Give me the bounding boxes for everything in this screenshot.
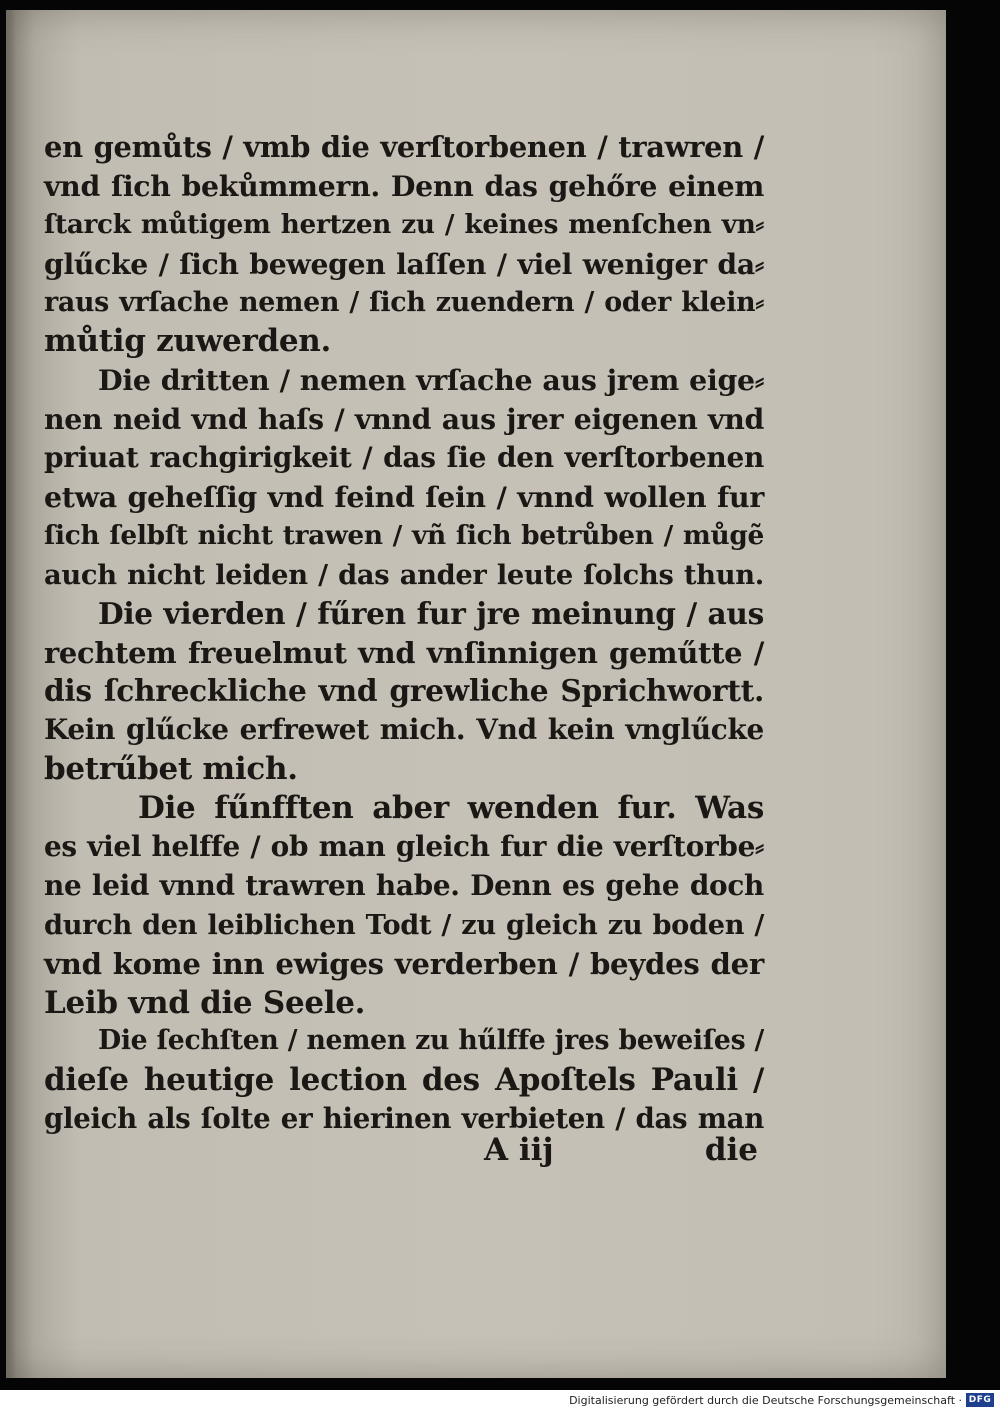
text-line: raus vrſache nemen / ſich zuendern / oder klein⸗ xyxy=(44,286,764,318)
text-line: rechtem freuelmut vnd vnſinnigen geműtte / xyxy=(44,635,764,670)
text-line: glűcke / ſich bewegen laſſen / viel weniger da⸗ xyxy=(44,246,764,281)
text-line: Die ſechſten / nemen zu hűlffe jres beweiſes / xyxy=(98,1025,764,1057)
credit-text: Digitalisierung gefördert durch die Deutsche Forschungsgemeinschaft · xyxy=(569,1394,962,1407)
catchword: die xyxy=(704,1132,758,1168)
page-gutter-shadow xyxy=(6,10,16,1378)
page-footer xyxy=(44,1132,764,1172)
body-text xyxy=(44,128,764,1139)
text-line: nen neid vnd haſs / vnnd aus jrer eigenen vnd xyxy=(44,402,764,437)
text-line: etwa geheſſig vnd feind ſein / vnnd wollen fur xyxy=(44,480,764,515)
text-line: priuat rachgirigkeit / das ſie den verſtorbenen xyxy=(44,441,764,475)
text-line: en gemůts / vmb die verſtorbenen / trawren / xyxy=(44,130,764,164)
text-line: ſich ſelbſt nicht trawen / vñ ſich betrůben / můgẽ xyxy=(44,519,764,551)
text-line: můtig zuwerden. xyxy=(44,323,332,360)
text-line: Die dritten / nemen vrſache aus jrem eige⸗ xyxy=(98,363,764,398)
text-line: ſtarck můtigem hertzen zu / keines menſchen vn⸗ xyxy=(44,208,764,240)
text-line: dis ſchreckliche vnd grewliche Sprichwortt. xyxy=(44,673,764,709)
text-line: vnd ſich bekůmmern. Denn das gehőre einem xyxy=(44,168,764,203)
text-line: dieſe heutige lection des Apoſtels Pauli / xyxy=(44,1062,764,1099)
text-line: betrűbet mich. xyxy=(44,751,298,788)
text-line: Die vierden / fűren fur jre meinung / aus xyxy=(98,595,764,631)
text-line: auch nicht leiden / das ander leute ſolchs thun. xyxy=(44,558,764,591)
text-line: Kein glűcke erfrewet mich. Vnd kein vnglűcke xyxy=(44,713,764,747)
dfg-logo-icon: DFG xyxy=(966,1393,994,1407)
text-line: ne leid vnnd trawren habe. Denn es gehe doch xyxy=(44,868,764,902)
text-line: vnd kome inn ewiges verderben / beydes der xyxy=(44,946,764,981)
book-page xyxy=(6,10,946,1378)
text-line: gleich als ſolte er hierinen verbieten / das man xyxy=(44,1102,764,1136)
text-line: Die fűnfften aber wenden fur. Was xyxy=(138,790,764,827)
signature-mark: A iij xyxy=(484,1132,554,1168)
text-line: durch den leiblichen Todt / zu gleich zu boden / xyxy=(44,908,764,941)
text-line: es viel helffe / ob man gleich fur die verſtorbe⸗ xyxy=(44,830,764,864)
text-line: Leib vnd die Seele. xyxy=(44,984,366,1021)
credit-bar xyxy=(0,1390,1000,1412)
